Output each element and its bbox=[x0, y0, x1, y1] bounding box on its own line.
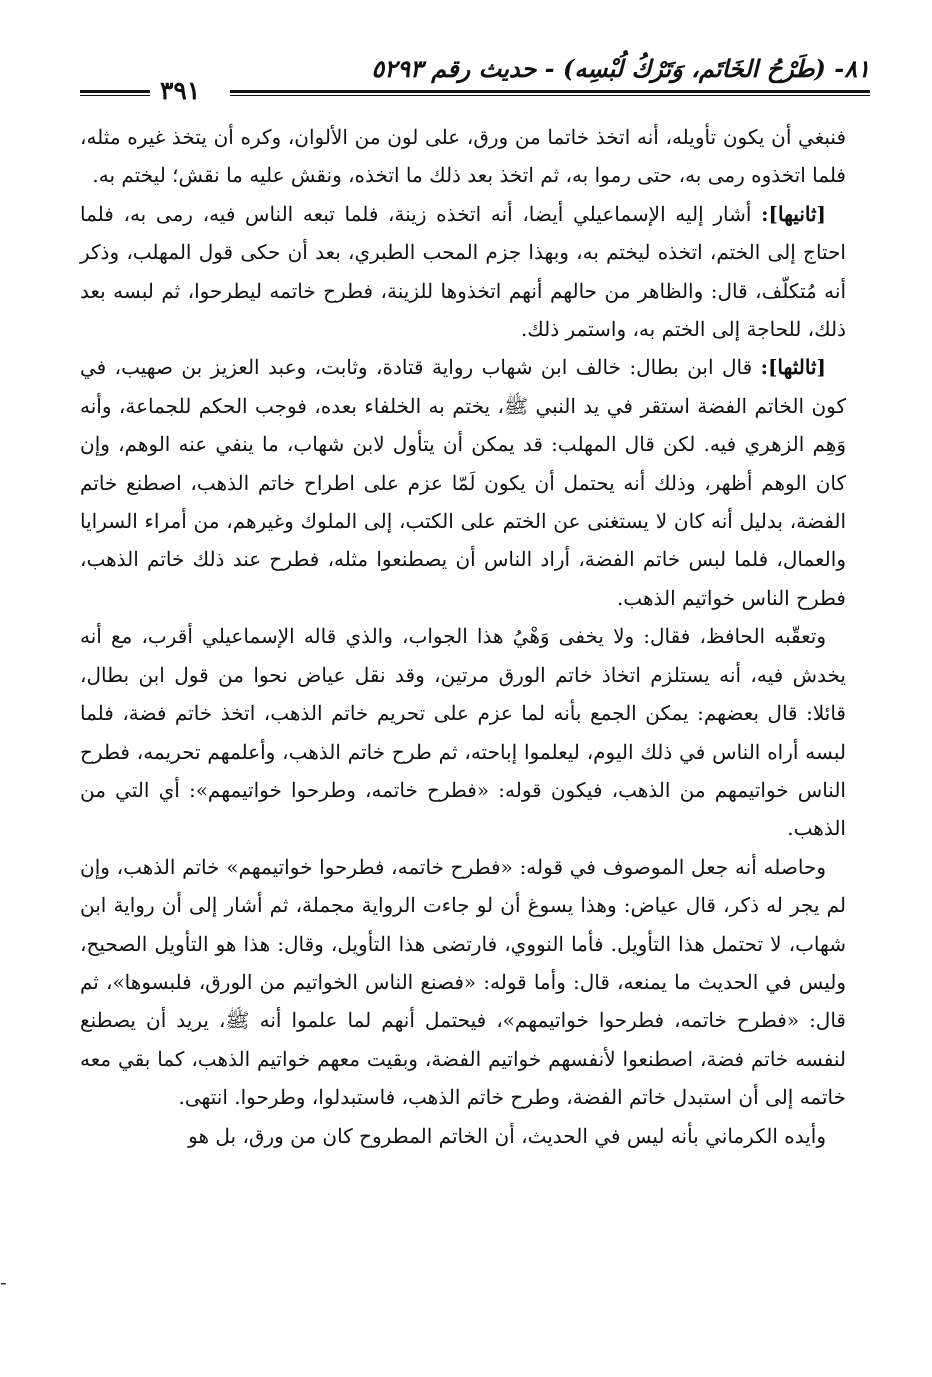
margin-mark: - bbox=[0, 1270, 7, 1294]
paragraph-text: وأيده الكرماني بأنه ليس في الحديث، أن الخاتم المطروح كان من ورق، بل هو bbox=[188, 1123, 826, 1148]
paragraph bbox=[80, 348, 846, 617]
paragraph bbox=[80, 617, 846, 847]
header-rule-left bbox=[80, 90, 150, 96]
paragraph bbox=[80, 195, 846, 349]
paragraph-text: أشار إليه الإسماعيلي أيضا، أنه اتخذه زينة، فلما تبعه الناس فيه، رمى به، فلما احتاج إلى الختم، اتخذه ليختم به، وبهذا جزم المحب الطبري، بعد أن حكى قول المهلب، وذكر أنه مُتكلّف، قال: والظاهر من حالهم أنهم اتخذوها للزينة، فطرح خاتمه ليطرحوا، ثم لبسه بعد ذلك، للحاجة إلى الختم به، واستمر ذلك. bbox=[80, 201, 846, 342]
paragraph-text: قال ابن بطال: خالف ابن شهاب رواية قتادة، وثابت، وعبد العزيز بن صهيب، في كون الخاتم الفضة استقر في يد النبي ﷺ، يختم به الخلفاء بعده، فوجب الحكم للجماعة، وأنه وَهِم الزهري فيه. لكن قال المهلب: قد يمكن أن يتأول لابن شهاب، ما ينفي عنه الوهم، وإن كان الوهم أظهر، وذلك أنه يحتمل أن يكون لَمّا عزم على اطراح خاتم الذهب، اصطنع خاتم الفضة، بدليل أنه كان لا يستغنى عن الختم على الكتب، إلى الملوك وغيرهم، من أمراء السرايا والعمال، فلما لبس خاتم الفضة، أراد الناس أن يصطنعوا مثله، فطرح عند ذلك خاتم الذهب، فطرح الناس خواتيم الذهب. bbox=[80, 355, 846, 610]
page-header bbox=[80, 50, 870, 105]
paragraph-text: فنبغي أن يكون تأويله، أنه اتخذ خاتما من ورق، على لون من الألوان، وكره أن يتخذ غيره مثله، فلما اتخذوه رمى به، حتى رموا به، ثم اتخذ بعد ذلك ما اتخذه، ونقش عليه ما نقش؛ ليختم به. bbox=[80, 125, 846, 188]
paragraph bbox=[80, 1117, 846, 1155]
page-number: ٣٩١ bbox=[152, 76, 208, 105]
paragraph-label: [ثالثها]: bbox=[760, 355, 826, 380]
paragraph bbox=[80, 848, 846, 1117]
header-title: ٨١- (طَرْحُ الخَاتَم، وَتَرْكُ لُبْسِه) - حديث رقم ٥٢٩٣ bbox=[371, 54, 870, 83]
paragraph bbox=[80, 118, 846, 195]
paragraph-text: وحاصله أنه جعل الموصوف في قوله: «فطرح خاتمه، فطرحوا خواتيمهم» خاتم الذهب، وإن لم يجر له ذكر، قال عياض: وهذا يسوغ أن لو جاءت الرواية مجملة، ثم أشار إلى أن رواية ابن شهاب، لا تحتمل هذا التأويل. فأما النووي، فارتضى هذا التأويل، وقال: هذا هو التأويل الصحيح، وليس في الحديث ما يمنعه، قال: وأما قوله: «فصنع الناس الخواتيم من الورق، فلبسوها»، ثم قال: «فطرح خاتمه، فطرحوا خواتيمهم»، فيحتمل أنهم لما علموا أنه ﷺ، يريد أن يصطنع لنفسه خاتم فضة، اصطنعوا لأنفسهم خواتيم الفضة، وبقيت معهم خواتيم الذهب، كما بقي معه خاتمه إلى أن استبدل خاتم الفضة، وطرح خاتم الذهب، فاستبدلوا، وطرحوا. انتهى. bbox=[80, 854, 846, 1110]
paragraph-text: وتعقّبه الحافظ، فقال: ولا يخفى وَهْيُ هذا الجواب، والذي قاله الإسماعيلي أقرب، مع أنه يخدش فيه، أنه يستلزم اتخاذ خاتم الورق مرتين، وقد نقل عياض نحوا من قول ابن بطال، قائلا: قال بعضهم: يمكن الجمع بأنه لما عزم على تحريم خاتم الذهب، اتخذ خاتم فضة، فلما لبسه أراه الناس في ذلك اليوم، ليعلموا إباحته، ثم طرح خاتم الذهب، وأعلمهم تحريمه، فطرح الناس خواتيمهم من الذهب، فيكون قوله: «فطرح خاتمه، وطرحوا خواتيمهم»: أي التي من الذهب. bbox=[80, 624, 846, 841]
page-body bbox=[80, 118, 846, 1155]
header-rule bbox=[230, 90, 870, 96]
paragraph-label: [ثانيها]: bbox=[761, 201, 827, 226]
